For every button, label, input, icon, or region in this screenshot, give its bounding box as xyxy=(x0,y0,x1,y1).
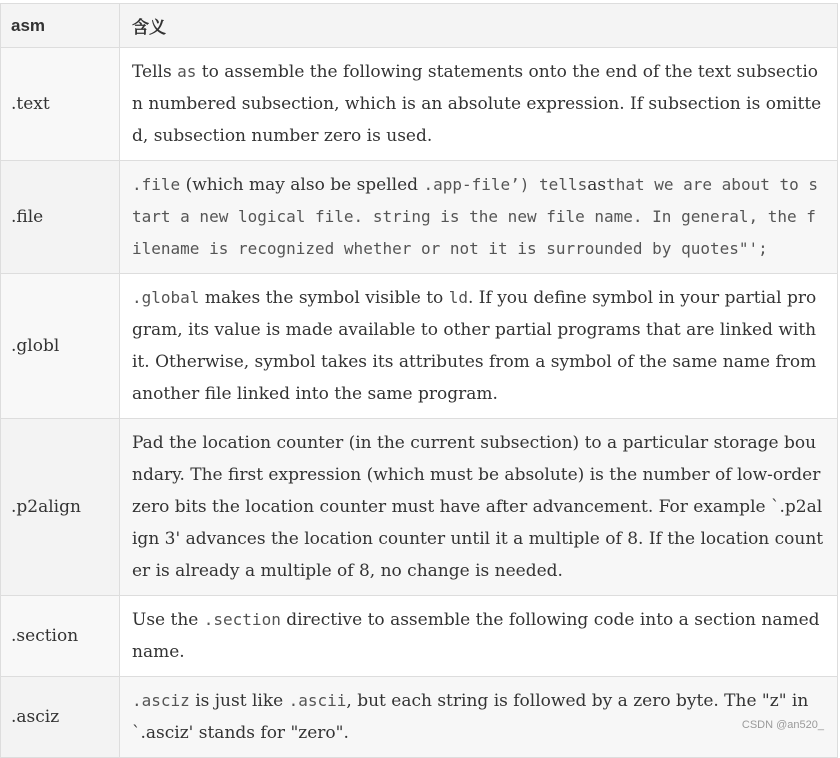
table-body xyxy=(1,48,838,758)
description-text: Pad the location counter (in the current subsection) to a particular storage boundary. The first expression (which must be absolute) is the number of low-order zero bits the location counter must have after advancement. For example `.p2align 3' advances the location counter until it a multiple of 8. If the location counter is already a multiple of 8, no change is needed. xyxy=(132,433,824,581)
table-row xyxy=(1,48,838,161)
directive-cell: .text xyxy=(1,48,120,161)
description-cell xyxy=(120,274,838,419)
header-row xyxy=(1,4,838,48)
description-cell xyxy=(120,161,838,274)
asm-directives-table xyxy=(0,3,838,758)
directive-cell: .p2align xyxy=(1,419,120,596)
table-header xyxy=(1,4,838,48)
code-text: as xyxy=(177,62,197,81)
code-text: that we are about to start a new logical file. string is the new file name. In general, the filename is recognized whether or not it is surrounded by quotes"'; xyxy=(132,175,818,258)
directive-cell: .section xyxy=(1,596,120,677)
description-text: . If you define symbol in your partial program, its value is made available to other partial programs that are linked with it. Otherwise, symbol takes its attributes from a symbol of the same name from another file linked into the same program. xyxy=(132,288,817,404)
header-meaning: 含义 xyxy=(120,4,838,48)
code-text: .ascii xyxy=(288,691,347,710)
description-text: Use the xyxy=(132,610,204,630)
description-text: Tells xyxy=(132,62,178,82)
directive-cell: .file xyxy=(1,161,120,274)
description-text: as xyxy=(587,175,607,195)
description-cell xyxy=(120,596,838,677)
code-text: .global xyxy=(132,288,200,307)
description-text: makes the symbol visible to xyxy=(199,288,449,308)
directive-cell: .asciz xyxy=(1,677,120,758)
directive-cell: .globl xyxy=(1,274,120,419)
description-text: is just like xyxy=(189,691,289,711)
description-cell xyxy=(120,419,838,596)
code-text: .asciz xyxy=(132,691,190,710)
code-text: ld xyxy=(448,288,468,307)
code-text: .section xyxy=(203,610,281,629)
description-text: , but each string is followed by a zero byte. The "z" in `.asciz' stands for "zero". xyxy=(132,691,809,743)
header-asm: asm xyxy=(1,4,120,48)
table-row xyxy=(1,677,838,758)
watermark: CSDN @an520_ xyxy=(741,719,824,731)
description-text: (which may also be spelled xyxy=(180,175,424,195)
table-row xyxy=(1,274,838,419)
code-text: .app-file’) tells xyxy=(423,175,588,194)
description-cell xyxy=(120,48,838,161)
description-text: to assemble the following statements onto the end of the text subsection numbered subsection, which is an absolute expression. If subsection is omitted, subsection number zero is used. xyxy=(132,62,822,146)
table-row xyxy=(1,596,838,677)
table-row xyxy=(1,419,838,596)
description-cell xyxy=(120,677,838,758)
table-row xyxy=(1,161,838,274)
description-text: directive to assemble the following code into a section named name. xyxy=(132,610,820,662)
code-text: .file xyxy=(132,175,181,194)
